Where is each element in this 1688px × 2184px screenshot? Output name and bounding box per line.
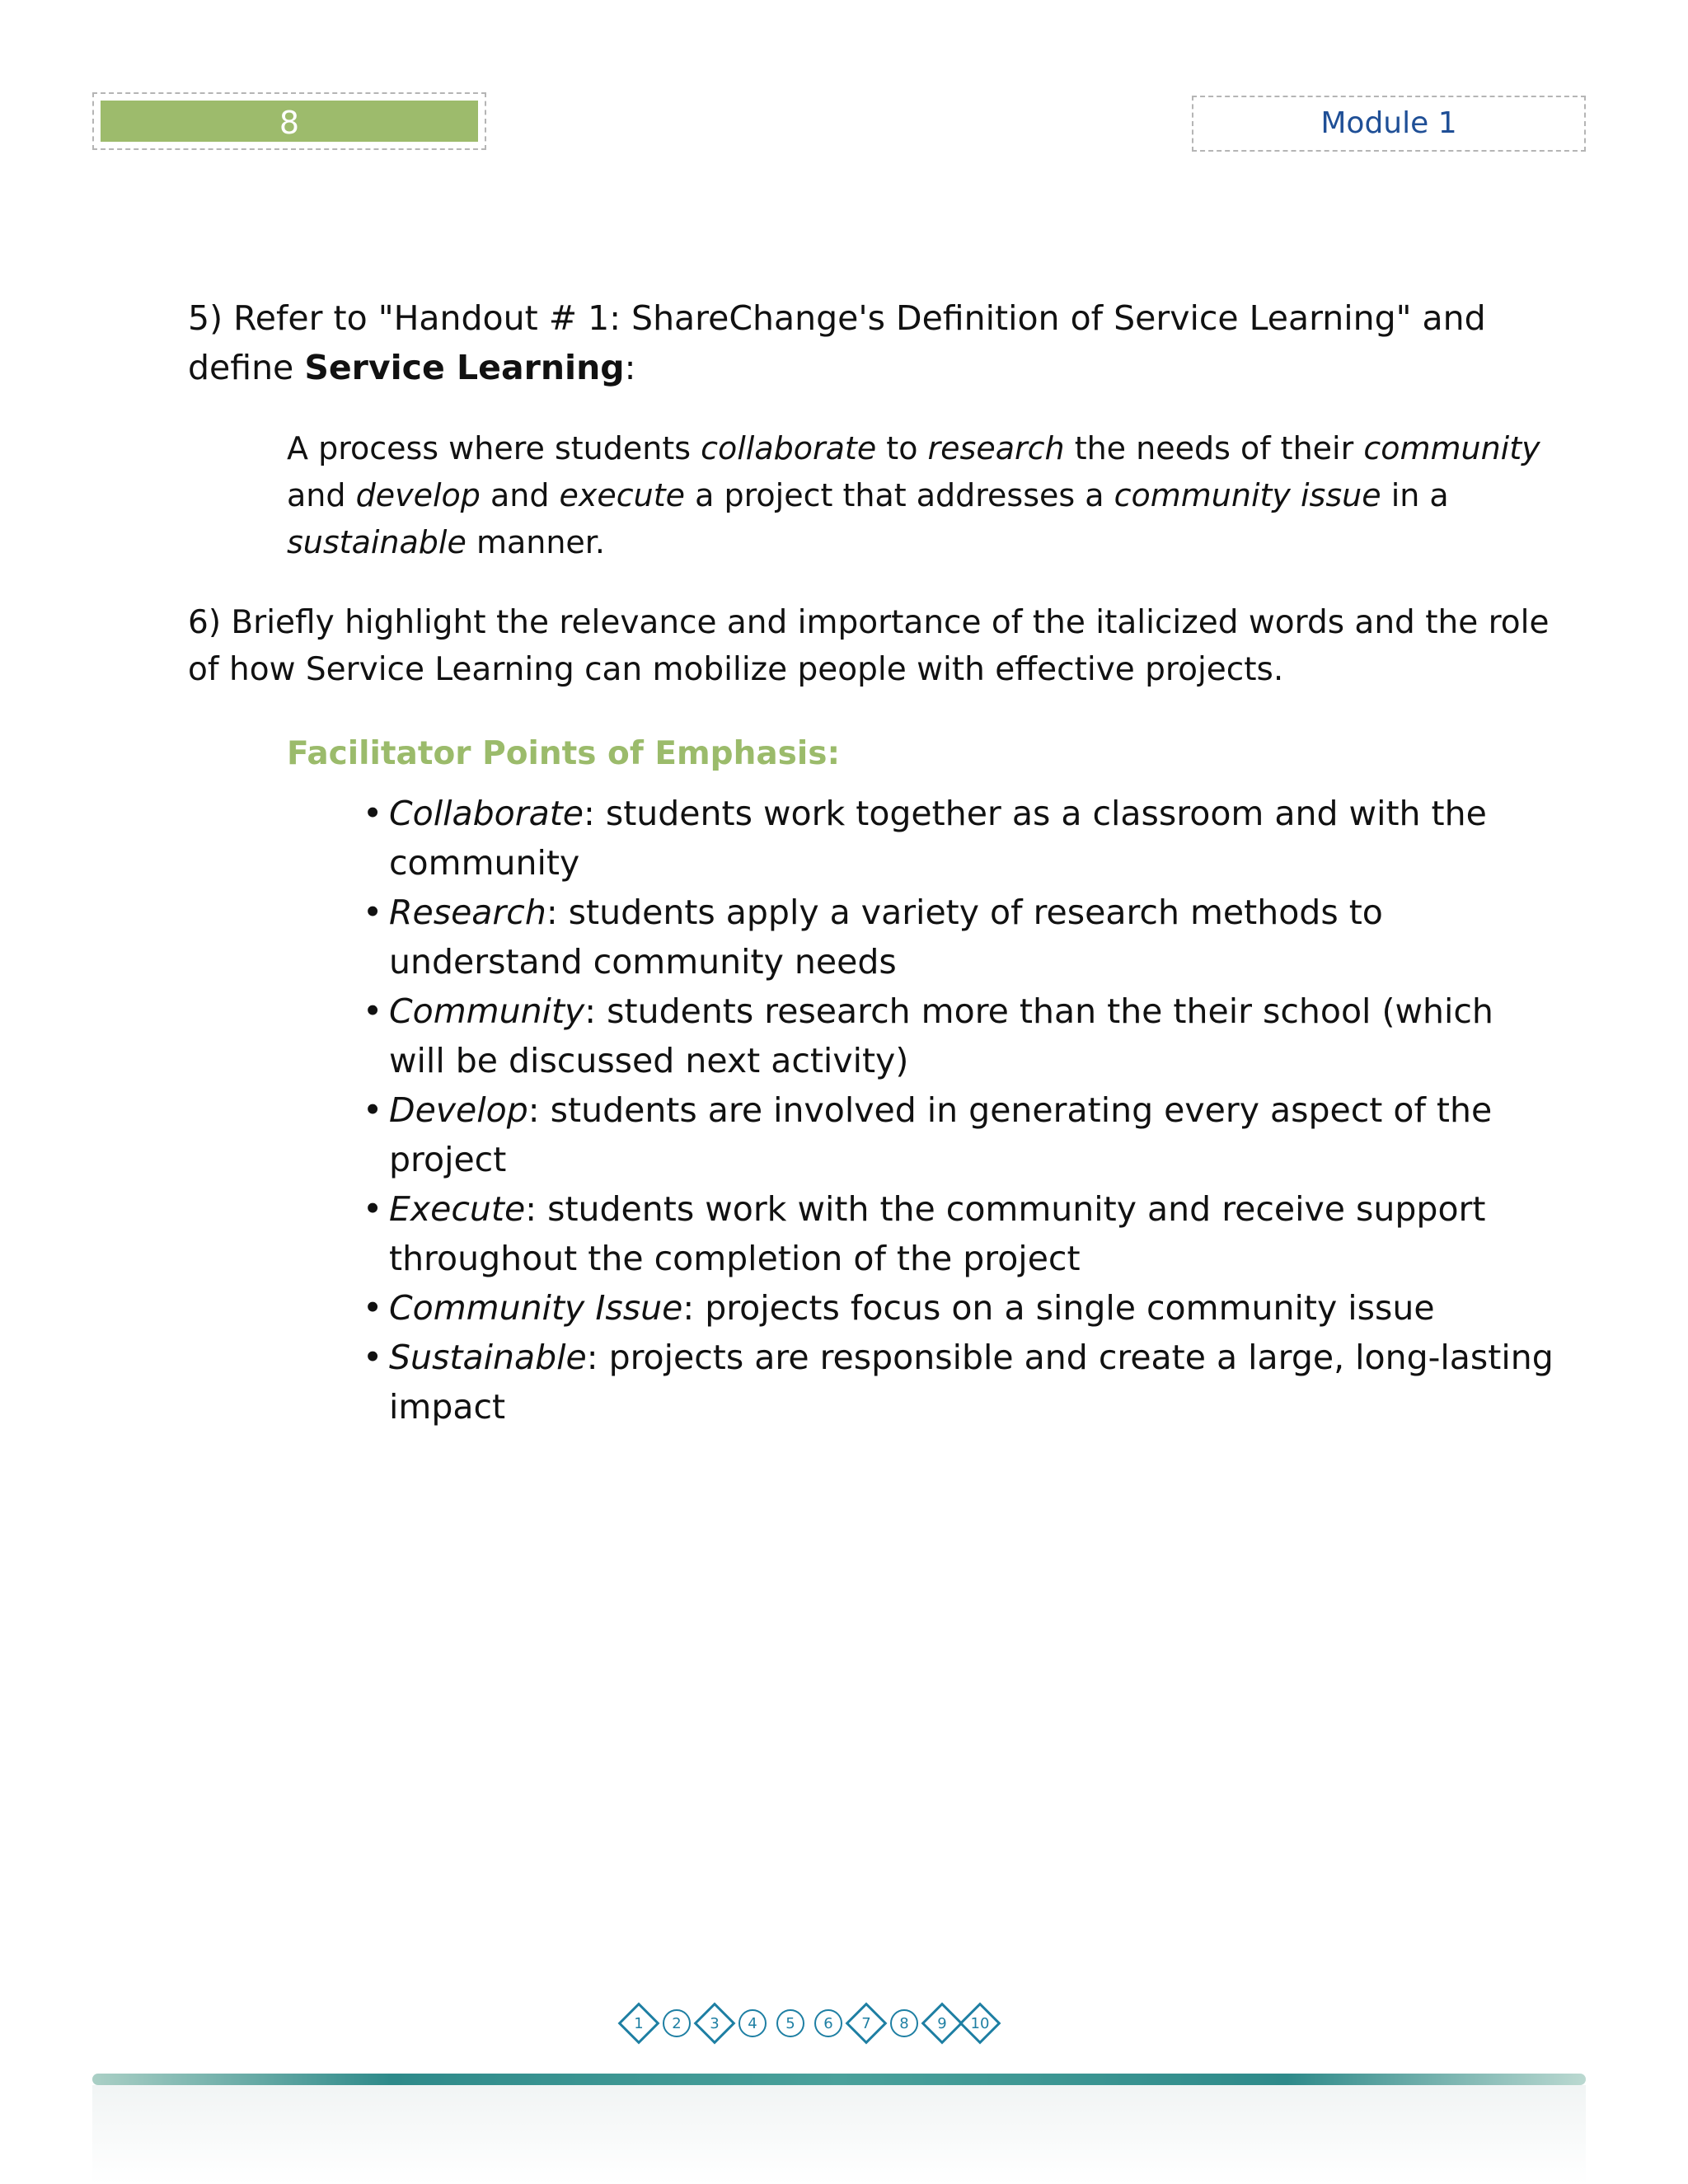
module-3-link[interactable] (696, 2004, 734, 2042)
list-item (363, 1184, 1558, 1283)
module-9-link[interactable] (923, 2004, 961, 2042)
module-4-link[interactable] (734, 2004, 771, 2042)
definition-keyword: community issue (1114, 477, 1381, 513)
point-text: : projects are responsible and create a large, long-lasting impact (389, 1338, 1554, 1427)
list-item (363, 987, 1558, 1085)
point-text: : students work together as a classroom and with the community (389, 794, 1487, 883)
question-5-suffix: : (624, 348, 636, 387)
module-number: 6 (823, 2014, 833, 2032)
module-number: 9 (937, 2014, 947, 2032)
definition-keyword: sustainable (287, 524, 467, 560)
module-10-link[interactable] (961, 2004, 999, 2042)
definition-part: manner. (466, 524, 606, 560)
definition-keyword: research (927, 430, 1065, 466)
definition-part: and (287, 477, 356, 513)
module-number: 10 (970, 2014, 990, 2032)
module-navigation (620, 1999, 999, 2048)
emphasis-list (363, 789, 1558, 1432)
list-item (363, 1283, 1558, 1333)
footer-shading (92, 2085, 1586, 2184)
point-text: : students apply a variety of research methods to understand community needs (389, 893, 1383, 982)
question-5-prefix: 5) Refer to "Handout # 1: ShareChange's Definition of Service Learning" and define (188, 298, 1486, 387)
module-number: 7 (861, 2014, 871, 2032)
module-number: 8 (899, 2014, 909, 2032)
module-5-link[interactable] (771, 2004, 809, 2042)
page-number: 8 (101, 101, 478, 142)
point-term: Research (389, 893, 546, 932)
facilitator-emphasis-title: Facilitator Points of Emphasis: (287, 735, 841, 772)
definition-part: in a (1381, 477, 1449, 513)
module-6-link[interactable] (809, 2004, 847, 2042)
question-5-term: Service Learning (304, 348, 625, 387)
definition-part: A process where students (287, 430, 701, 466)
point-term: Community (389, 991, 585, 1031)
module-1-link[interactable] (620, 2004, 658, 2042)
module-label: Module 1 (1192, 96, 1586, 152)
point-text: : students work with the community and receive support throughout the completion of the project (389, 1189, 1486, 1278)
point-text: : projects focus on a single community issue (682, 1288, 1435, 1328)
definition-keyword: collaborate (701, 430, 877, 466)
list-item (363, 789, 1558, 888)
point-term: Execute (389, 1189, 526, 1229)
module-number: 5 (785, 2014, 795, 2032)
point-text: : students are involved in generating every aspect of the project (389, 1090, 1493, 1179)
module-7-link[interactable] (847, 2004, 885, 2042)
point-term: Develop (389, 1090, 528, 1130)
page-number-box (92, 92, 486, 150)
point-term: Community Issue (389, 1288, 683, 1328)
question-5 (188, 293, 1573, 392)
module-number: 3 (710, 2014, 720, 2032)
page-content (188, 293, 1573, 1432)
definition-part: a project that addresses a (685, 477, 1114, 513)
point-term: Collaborate (389, 794, 584, 833)
module-8-link[interactable] (885, 2004, 923, 2042)
module-number: 2 (672, 2014, 682, 2032)
point-text: : students research more than the their school (which will be discussed next activity) (389, 991, 1493, 1080)
definition-part: and (480, 477, 560, 513)
definition-keyword: develop (355, 477, 481, 513)
point-term: Sustainable (389, 1338, 587, 1377)
definition-part: to (876, 430, 928, 466)
question-6: 6) Briefly highlight the relevance and importance of the italicized words and the role of how Service Learning can mobilize people with effective projects. (188, 604, 1550, 688)
list-item (363, 1333, 1558, 1432)
module-number: 1 (634, 2014, 644, 2032)
definition-keyword: community (1363, 430, 1540, 466)
module-number: 4 (748, 2014, 757, 2032)
service-learning-definition (287, 425, 1564, 566)
list-item (363, 888, 1558, 987)
footer-brush-line (92, 2074, 1586, 2085)
list-item (363, 1085, 1558, 1184)
definition-keyword: execute (559, 477, 686, 513)
module-2-link[interactable] (658, 2004, 696, 2042)
definition-part: the needs of their (1064, 430, 1364, 466)
